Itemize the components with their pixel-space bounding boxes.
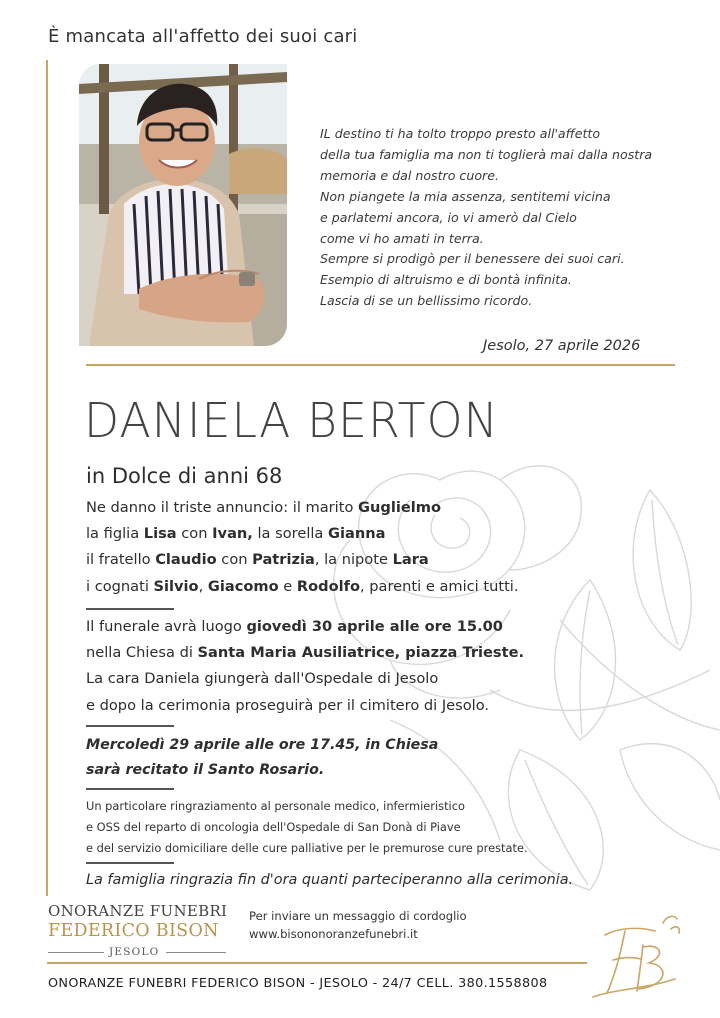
text: con bbox=[176, 525, 213, 543]
memorial-poem bbox=[320, 124, 715, 312]
section-separator bbox=[86, 788, 174, 790]
fb-monogram-icon bbox=[585, 905, 685, 1005]
relative-name: Ivan, bbox=[212, 525, 253, 543]
text: con bbox=[216, 551, 253, 569]
agency-logo-line-1: ONORANZE FUNEBRI bbox=[48, 902, 228, 920]
announcement-header: È mancata all'affetto dei suoi cari bbox=[48, 26, 358, 47]
text: la sorella bbox=[252, 525, 329, 543]
poem-line: e parlatemi ancora, io vi amerò dal Cielo bbox=[320, 209, 577, 225]
poem-line: IL destino ti ha tolto troppo presto all'affetto bbox=[320, 126, 601, 141]
family-thanks: La famiglia ringrazia fin d'ora quanti parteciperanno alla cerimonia. bbox=[86, 872, 574, 888]
thanks-notice bbox=[86, 796, 528, 859]
poem-line: Lascia di se un bellissimo ricordo. bbox=[320, 293, 533, 309]
relative-name: Silvio bbox=[153, 577, 199, 595]
section-separator bbox=[86, 862, 174, 864]
monogram-text: FB bbox=[585, 905, 587, 906]
relative-name: Claudio bbox=[155, 551, 217, 569]
agency-logo-line-2: FEDERICO BISON bbox=[48, 921, 219, 941]
rosary-line-2: sarà recitato il Santo Rosario. bbox=[86, 762, 325, 778]
text: Ne danno il triste annuncio: il marito bbox=[86, 499, 359, 516]
family-announcement bbox=[86, 495, 686, 600]
poem-line: Esempio di altruismo e di bontà infinita. bbox=[320, 272, 572, 288]
funeral-line-1 bbox=[86, 614, 686, 640]
thanks-line-1: Un particolare ringraziamento al personale medico, infermieristico bbox=[86, 799, 465, 813]
agency-logo-line-3: JESOLO bbox=[109, 946, 160, 958]
portrait-illustration bbox=[79, 64, 287, 346]
text: i cognati bbox=[86, 577, 154, 595]
deceased-photo bbox=[79, 64, 287, 346]
logo-rule-left bbox=[48, 952, 104, 953]
relative-name: Lisa bbox=[143, 525, 177, 543]
poem-line: Non piangete la mia assenza, sentitemi vicina bbox=[320, 188, 611, 204]
relative-name: Patrizia bbox=[252, 551, 315, 569]
section-separator bbox=[86, 725, 174, 727]
relative-name: Guglielmo bbox=[358, 499, 441, 516]
relative-name: Gianna bbox=[328, 525, 386, 543]
relative-name: Rodolfo bbox=[296, 577, 361, 595]
footer-contact: ONORANZE FUNEBRI FEDERICO BISON - JESOLO - 24/7 CELL. 380.1558808 bbox=[48, 976, 548, 991]
church-location: Santa Maria Ausiliatrice, piazza Trieste. bbox=[197, 644, 525, 662]
text: la figlia bbox=[86, 525, 144, 543]
poem-line: come vi ho amati in terra. bbox=[320, 230, 484, 246]
funeral-line-4: e dopo la cerimonia proseguirà per il cimitero di Jesolo. bbox=[86, 696, 490, 714]
gold-horizontal-divider bbox=[86, 364, 675, 366]
announcement-line-4 bbox=[86, 574, 686, 600]
funeral-line-3: La cara Daniela giungerà dall'Ospedale di Jesolo bbox=[86, 670, 439, 688]
text: , bbox=[198, 577, 208, 595]
condolence-message-info bbox=[249, 907, 467, 943]
section-separator bbox=[86, 608, 174, 610]
place-and-date: Jesolo, 27 aprile 2026 bbox=[483, 338, 641, 354]
funeral-datetime: giovedì 30 aprile alle ore 15.00 bbox=[246, 618, 503, 635]
footer-gold-rule bbox=[47, 962, 587, 964]
text: nella Chiesa di bbox=[86, 644, 198, 662]
text: , la nipote bbox=[314, 551, 393, 569]
logo-rule-right bbox=[166, 952, 226, 953]
thanks-line-2: e OSS del reparto di oncologia dell'Ospedale di San Donà di Piave bbox=[86, 820, 461, 834]
agency-website-link[interactable]: www.bisononoranzefunebri.it bbox=[249, 927, 418, 941]
poem-line: Sempre si prodigò per il benessere dei suoi cari. bbox=[320, 251, 625, 267]
text: e bbox=[278, 577, 297, 595]
announcement-line-3 bbox=[86, 547, 686, 573]
gold-vertical-divider bbox=[46, 60, 48, 896]
announcement-line-2 bbox=[86, 521, 686, 547]
age-line: in Dolce di anni 68 bbox=[86, 464, 283, 488]
funeral-details bbox=[86, 614, 686, 719]
announcement-line-1 bbox=[86, 495, 686, 521]
funeral-line-2 bbox=[86, 640, 686, 666]
poem-line: della tua famiglia ma non ti toglierà mai dalla nostra bbox=[320, 146, 653, 162]
relative-name: Lara bbox=[392, 551, 429, 569]
deceased-name: DANIELA BERTON bbox=[84, 393, 499, 449]
text: il fratello bbox=[86, 551, 156, 569]
relative-name: Giacomo bbox=[207, 577, 279, 595]
rosary-line-1: Mercoledì 29 aprile alle ore 17.45, in Chiesa bbox=[86, 737, 439, 753]
condolence-text: Per inviare un messaggio di cordoglio bbox=[249, 909, 467, 923]
poem-line: memoria e dal nostro cuore. bbox=[320, 167, 499, 183]
text: Il funerale avrà luogo bbox=[86, 618, 247, 635]
thanks-line-3: e del servizio domiciliare delle cure palliative per le premurose cure prestate. bbox=[86, 841, 528, 855]
text: , parenti e amici tutti. bbox=[360, 577, 519, 595]
rosary-notice bbox=[86, 733, 438, 783]
